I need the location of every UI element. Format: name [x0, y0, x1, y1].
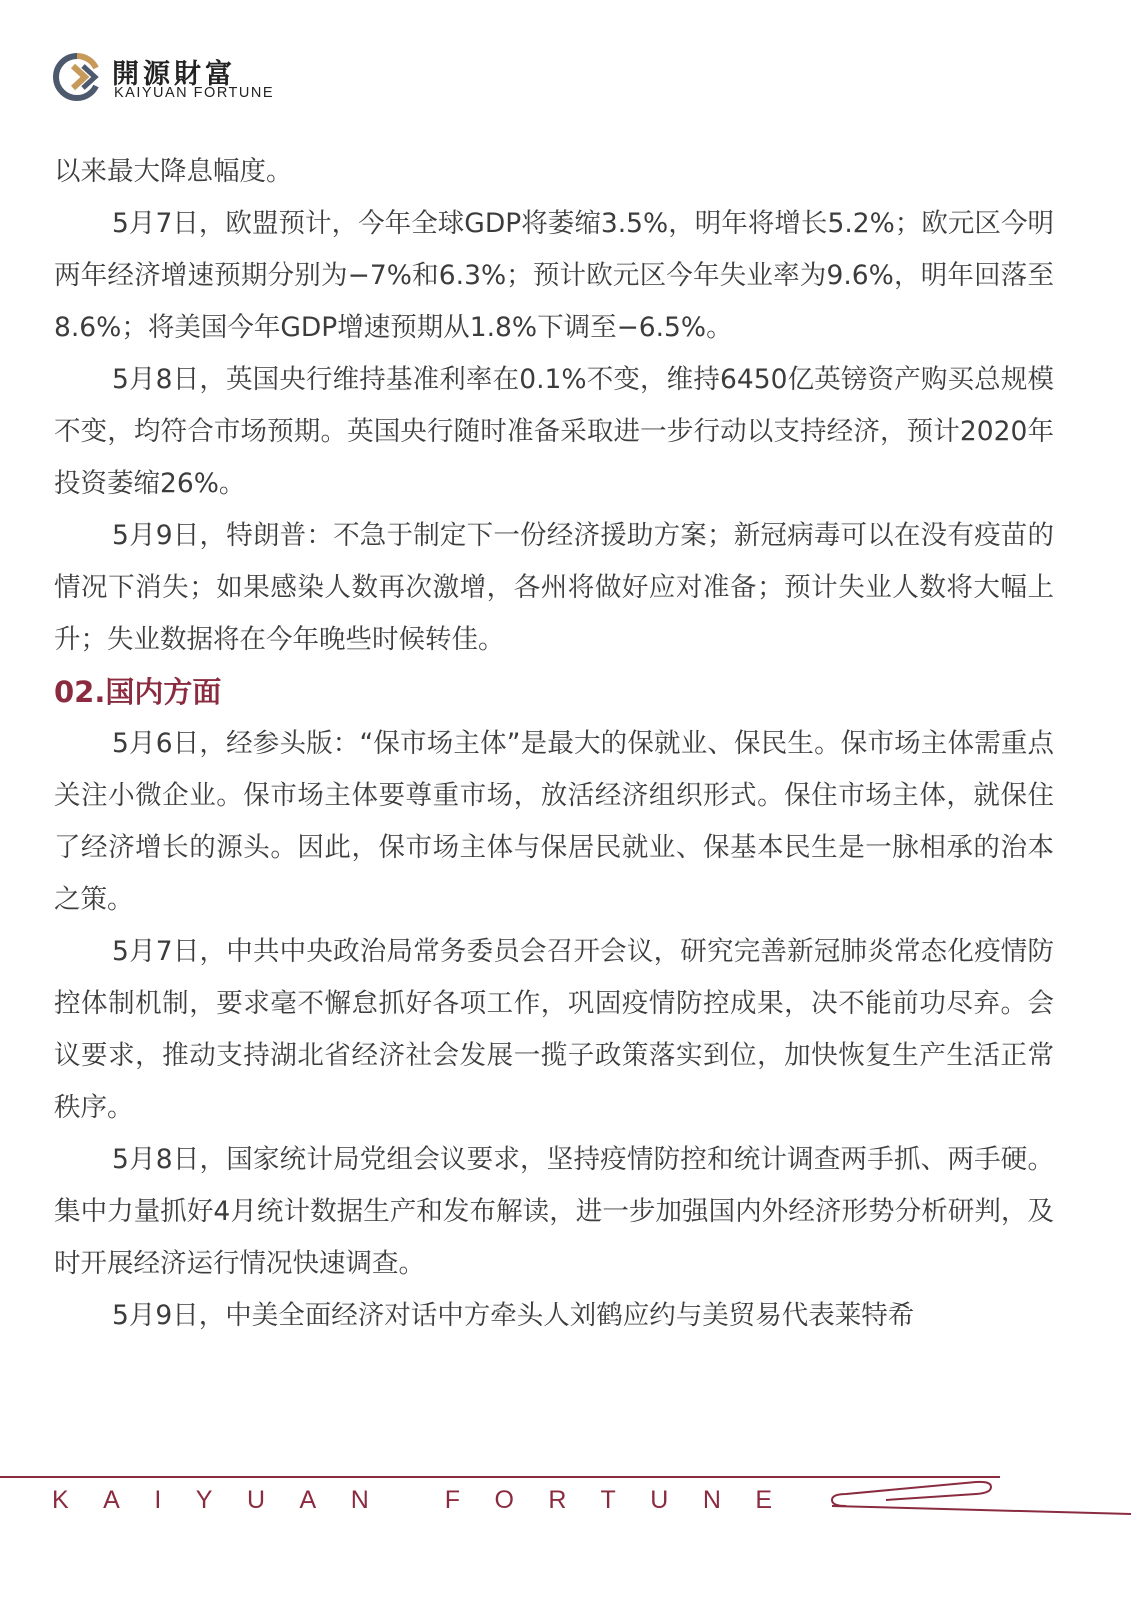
company-logo	[52, 50, 372, 106]
footer-brand-text: KAIYUAN FORTUNE	[52, 1486, 807, 1514]
paragraph-market-entities: 5月6日，经参头版：“保市场主体”是最大的保就业、保民生。保市场主体需重点关注小微企业。保市场主体要尊重市场，放活经济组织形式。保住市场主体，就保住了经济增长的源头。因此，保市场主体与保居民就业、保基本民生是一脉相承的治本之策。	[54, 728, 1054, 915]
paragraph-statistics-bureau: 5月8日，国家统计局党组会议要求，坚持疫情防控和统计调查两手抓、两手硬。集中力量抓好4月统计数据生产和发布解读，进一步加强国内外经济形势分析研判，及时开展经济运行情况快速调查。	[54, 1144, 1054, 1279]
paragraph-politburo: 5月7日，中共中央政治局常务委员会召开会议，研究完善新冠肺炎常态化疫情防控体制机制，要求毫不懈怠抓好各项工作，巩固疫情防控成果，决不能前功尽弃。会议要求，推动支持湖北省经济社会发展一揽子政策落实到位，加快恢复生产生活正常秩序。	[54, 936, 1054, 1123]
paragraph-us-china-dialogue: 5月9日，中美全面经济对话中方牵头人刘鹤应约与美贸易代表莱特希	[112, 1300, 915, 1331]
paragraph-boe-rate: 5月8日，英国央行维持基准利率在0.1%不变，维持6450亿英镑资产购买总规模不变，均符合市场预期。英国央行随时准备采取进一步行动以支持经济，预计2020年投资萎缩26%。	[54, 364, 1054, 499]
paragraph-continued: 以来最大降息幅度。	[54, 156, 293, 187]
footer-swoosh-icon	[826, 1470, 1131, 1520]
logo-chinese-name: 開源財富	[112, 59, 236, 90]
kaiyuan-logo-icon	[52, 52, 102, 102]
article-body	[54, 146, 1054, 1342]
section-heading-domestic: 02.国内方面	[54, 675, 222, 709]
logo-english-name: KAIYUAN FORTUNE	[114, 85, 275, 101]
paragraph-trump: 5月9日，特朗普：不急于制定下一份经济援助方案；新冠病毒可以在没有疫苗的情况下消失；如果感染人数再次激增，各州将做好应对准备；预计失业人数将大幅上升；失业数据将在今年晚些时候转佳。	[54, 520, 1054, 655]
paragraph-eu-forecast: 5月7日，欧盟预计，今年全球GDP将萎缩3.5%，明年将增长5.2%；欧元区今明两年经济增速预期分别为−7%和6.3%；预计欧元区今年失业率为9.6%，明年回落至8.6%；将美国今年GDP增速预期从1.8%下调至−6.5%。	[54, 208, 1054, 343]
